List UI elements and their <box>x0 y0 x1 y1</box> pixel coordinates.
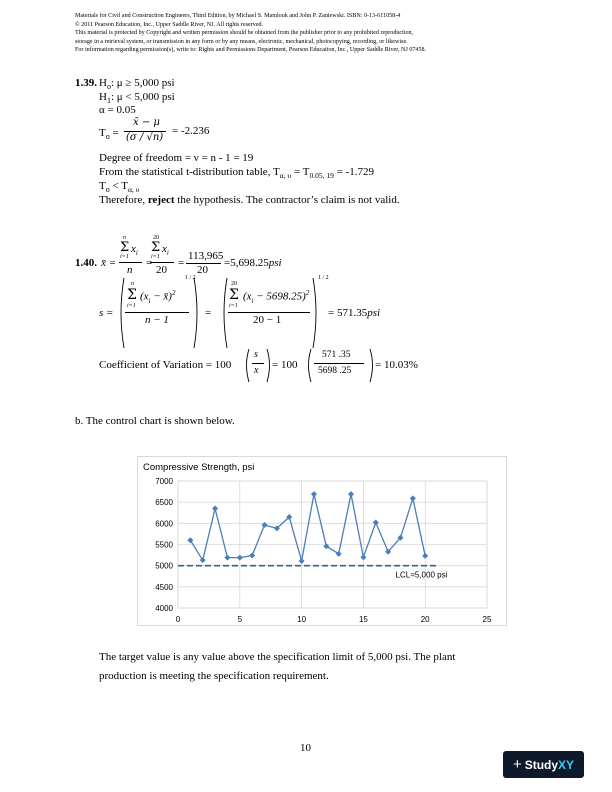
x-tick-label: 15 <box>358 615 368 624</box>
sd-denominator-1: n − 1 <box>145 314 169 326</box>
y-tick-label: 6500 <box>155 498 173 508</box>
sum-upper-20: 20 <box>153 235 159 241</box>
chart-title: Compressive Strength, psi <box>143 462 255 473</box>
x-tick-label: 10 <box>297 615 307 624</box>
fraction-bar <box>125 312 189 313</box>
x-tick-label: 20 <box>420 615 430 624</box>
header-line: For information regarding permission(s), write to: Rights and Permissions Department, Pearson Education, Inc., Upper Saddle River, NJ 07458. <box>75 47 427 54</box>
part-b-label: b. The control chart is shown below. <box>75 415 235 427</box>
alt-hypothesis: $H_1$: μ < 5,000 psi <box>99 91 175 106</box>
mean-label: x̄ = <box>101 257 117 269</box>
cov-numerator: 571 .35 <box>322 350 351 360</box>
cov-denominator: 5698 .25 <box>318 366 352 376</box>
y-tick-label: 5000 <box>155 561 173 571</box>
half-exponent: 1 / 2 <box>185 275 196 281</box>
sum-x: $x_i$ <box>162 243 169 258</box>
mean-denominator-20: 20 <box>156 264 167 276</box>
page-number: 10 <box>300 742 311 754</box>
equals: = <box>178 257 185 269</box>
cov-s: s <box>254 349 258 360</box>
cov-eq: = 100 <box>272 359 298 371</box>
equals: = <box>146 257 153 269</box>
y-tick-label: 6000 <box>155 519 173 529</box>
sd-denominator-2: 20 − 1 <box>253 314 282 326</box>
chart-frame <box>138 457 507 626</box>
sum-symbol: Σ <box>120 240 130 255</box>
degrees-of-freedom: Degree of freedom = ν = n - 1 = 19 <box>99 152 254 164</box>
problem-number-140: 1.40. <box>75 257 97 269</box>
header-line: Materials for Civil and Construction Engineers, Third Edition, by Michael S. Mamlouk and John P. Zaniewski. ISBN: 0-13-611058-4 <box>75 13 401 19</box>
sd-numerator-2: $(x_i - 5698.25)^2$ <box>243 289 310 305</box>
studyxy-logo <box>503 751 584 778</box>
test-statistic-label: $T_o$ = <box>99 127 119 142</box>
t-numerator: x̄ − μ <box>133 117 160 128</box>
comparison: $T_o < T_{\alpha, \upsilon}$ <box>99 180 140 195</box>
mean-denominator-n: n <box>127 264 133 276</box>
sum-symbol: Σ <box>127 287 137 303</box>
fraction-bar <box>119 262 142 263</box>
fraction-bar <box>252 363 264 364</box>
x-tick-label: 0 <box>175 615 181 624</box>
sum-lower: i=1 <box>120 254 129 260</box>
cov-xbar: x <box>254 365 259 376</box>
alpha-value: α = 0.05 <box>99 104 136 116</box>
mean-denominator-20b: 20 <box>197 264 208 276</box>
y-tick-label: 4500 <box>155 582 173 592</box>
x-tick-label: 25 <box>482 615 492 624</box>
conclusion-139: Therefore, reject the hypothesis. The contractor’s claim is not valid. <box>99 194 400 206</box>
cov-result: = 10.03% <box>375 359 418 371</box>
sum-upper-n: n <box>131 281 134 287</box>
sum-lower: i=1 <box>127 303 136 309</box>
logo-xy: XY <box>558 757 575 772</box>
copyright-header <box>75 12 545 55</box>
sum-x: $x_i$ <box>131 243 138 258</box>
plus-icon: + <box>512 756 522 773</box>
header-line: This material is protected by Copyright and written permission should be obtained from the publisher prior to any prohibited reproduction, <box>75 30 414 37</box>
sum-upper-20: 20 <box>231 281 237 287</box>
header-line: © 2011 Pearson Education, Inc., Upper Saddle River, NJ. All rights reserved. <box>75 21 264 28</box>
equals: = <box>205 307 212 319</box>
sum-lower: i=1 <box>151 254 160 260</box>
y-tick-label: 7000 <box>155 477 173 486</box>
lcl-annotation: LCL=5,000 psi <box>395 570 448 580</box>
test-statistic-value: = -2.236 <box>172 125 210 137</box>
sum-value: 113,965 <box>188 250 224 262</box>
conclusion-line-1: The target value is any value above the specification limit of 5,000 psi. The plant <box>99 651 456 663</box>
conclusion-line-2: production is meeting the specification requirement. <box>99 670 329 682</box>
logo-study: Study <box>524 757 559 772</box>
sum-lower: i=1 <box>229 303 238 309</box>
sd-result: = 571.35psi <box>328 307 381 319</box>
y-tick-label: 4000 <box>155 604 173 613</box>
table-lookup: From the statistical t-distribution table, $T_{\alpha, \upsilon} = T_{0.05, 19} = -1.729$ <box>99 166 375 181</box>
sum-upper-n: n <box>123 235 126 241</box>
x-tick-label: 5 <box>237 615 243 624</box>
control-chart <box>137 456 507 626</box>
mean-result: =5,698.25psi <box>224 257 282 269</box>
sum-symbol: Σ <box>229 287 239 303</box>
fraction-bar <box>228 312 310 313</box>
s-label: s = <box>99 307 114 319</box>
sd-numerator-1: ($x_i$ − x̄)$^2$ <box>140 289 176 305</box>
fraction-bar <box>314 363 364 364</box>
y-tick-label: 5500 <box>155 540 173 550</box>
cov-label: Coefficient of Variation = 100 <box>99 359 232 371</box>
sum-symbol: Σ <box>151 240 161 255</box>
header-line: storage in a retrieval system, or transmission in any form or by any means, electronic, mechanical, photocopying, recording, or likewise. <box>75 38 408 45</box>
half-exponent: 1 / 2 <box>318 275 329 281</box>
problem-number-139: 1.39. <box>75 77 97 89</box>
t-denominator: (σ / √n) <box>126 132 164 143</box>
null-hypothesis: $H_o$: μ ≥ 5,000 psi <box>99 77 175 92</box>
fraction-bar <box>150 262 174 263</box>
